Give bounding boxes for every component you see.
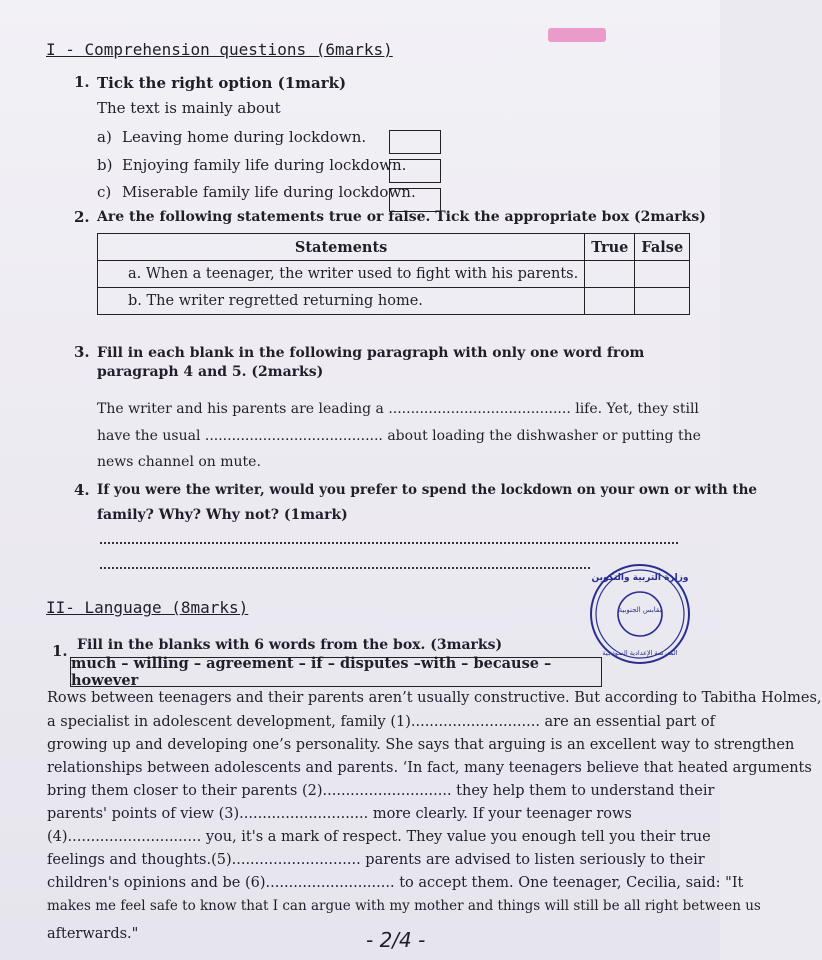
word-box: much – willing – agreement – if – disputes –with – because – however	[70, 657, 602, 687]
q1-number: 1.	[74, 73, 90, 91]
statement-b-false-cell[interactable]	[635, 288, 690, 315]
statement-a-text: When a teenager, the writer used to fight with his parents.	[145, 266, 579, 282]
option-c-text: Miserable family life during lockdown.	[122, 183, 416, 201]
s2-paragraph-line: afterwards."	[47, 926, 139, 942]
q4-number: 4.	[74, 481, 90, 499]
q2-instruction: Are the following statements true or false. Tick the appropriate box (2marks)	[97, 209, 706, 225]
s2-paragraph-line: feelings and thoughts.(5)............................ parents are advised to listen seriously to their	[47, 852, 705, 868]
statement-a-false-cell[interactable]	[635, 261, 690, 288]
option-b-checkbox[interactable]	[389, 159, 441, 183]
table-header-row	[98, 234, 690, 261]
school-stamp	[588, 562, 692, 666]
stamp-bottom-text: المدرسة الإعدادية النموذجية	[602, 649, 678, 657]
q4-answer-line-2[interactable]	[100, 567, 590, 569]
option-c-letter: c)	[97, 183, 112, 201]
option-a-checkbox[interactable]	[389, 130, 441, 154]
option-a-letter: a)	[97, 128, 112, 146]
s2-q1-number: 1.	[52, 642, 68, 660]
q3-instruction-line2: paragraph 4 and 5. (2marks)	[97, 364, 324, 380]
q3-number: 3.	[74, 343, 90, 361]
s2-paragraph-line: (4)............................. you, it's a mark of respect. They value you enough tell you their true	[47, 829, 711, 845]
q3-paragraph-line3: news channel on mute.	[97, 454, 261, 470]
statement-b-text: The writer regretted returning home.	[146, 293, 423, 309]
option-b-text: Enjoying family life during lockdown.	[122, 156, 407, 174]
stamp-graphic	[588, 562, 692, 666]
statement-a	[98, 261, 585, 288]
q4-instruction-line2: family? Why? Why not? (1mark)	[97, 507, 348, 523]
header-false: False	[635, 234, 690, 261]
q3-paragraph-line1: The writer and his parents are leading a ......................................... life. Yet, they still	[97, 401, 699, 417]
q3-paragraph-line2: have the usual ........................................ about loading the dishwasher or putting the	[97, 428, 701, 444]
q1-instruction: Tick the right option (1mark)	[97, 74, 347, 92]
statement-a-letter: a.	[128, 266, 142, 282]
s2-paragraph-line: children's opinions and be (6)............................ to accept them. One teenager, Cecilia, said: "It	[47, 875, 744, 891]
q1-stem: The text is mainly about	[97, 99, 281, 117]
option-b-letter: b)	[97, 156, 113, 174]
s2-paragraph-line: parents' points of view (3)............................ more clearly. If your teenager rows	[47, 806, 632, 822]
table-row	[98, 288, 690, 315]
section1-title: I - Comprehension questions (6marks)	[46, 40, 393, 59]
s2-paragraph-line: a specialist in adolescent development, family (1)............................ are an essential part of	[47, 714, 716, 730]
stamp-outer-text: وزارة التربية والتكوين	[591, 573, 689, 583]
option-a-text: Leaving home during lockdown.	[122, 128, 367, 146]
section2-title: II- Language (8marks)	[46, 598, 249, 617]
s2-paragraph-line: makes me feel safe to know that I can argue with my mother and things will still be all right between us	[47, 898, 761, 914]
stamp-inner-text: بقابس الجنوبية	[618, 606, 662, 614]
s2-q1-instruction: Fill in the blanks with 6 words from the box. (3marks)	[77, 637, 503, 653]
statement-b-true-cell[interactable]	[585, 288, 635, 315]
s2-paragraph-line: bring them closer to their parents (2)............................ they help them to understand their	[47, 783, 715, 799]
page-number: - 2/4 -	[366, 928, 426, 952]
statement-a-true-cell[interactable]	[585, 261, 635, 288]
s2-paragraph-line: relationships between adolescents and parents. ‘In fact, many teenagers believe that heated arguments	[47, 760, 812, 776]
s2-paragraph-line: growing up and developing one’s personality. She says that arguing is an excellent way to strengthen	[47, 737, 795, 753]
q4-instruction-line1: If you were the writer, would you prefer to spend the lockdown on your own or with the	[97, 482, 758, 498]
table-row	[98, 261, 690, 288]
statement-b	[98, 288, 585, 315]
q4-answer-line-1[interactable]	[100, 542, 678, 544]
q3-instruction-line1: Fill in each blank in the following paragraph with only one word from	[97, 345, 645, 361]
s2-paragraph-line: Rows between teenagers and their parents aren’t usually constructive. But according to Tabitha Holmes,	[47, 690, 822, 706]
statement-b-letter: b.	[128, 293, 142, 309]
q2-number: 2.	[74, 208, 90, 226]
highlighter-mark	[548, 28, 606, 42]
statements-table	[97, 233, 690, 315]
header-statements: Statements	[98, 234, 585, 261]
header-true: True	[585, 234, 635, 261]
